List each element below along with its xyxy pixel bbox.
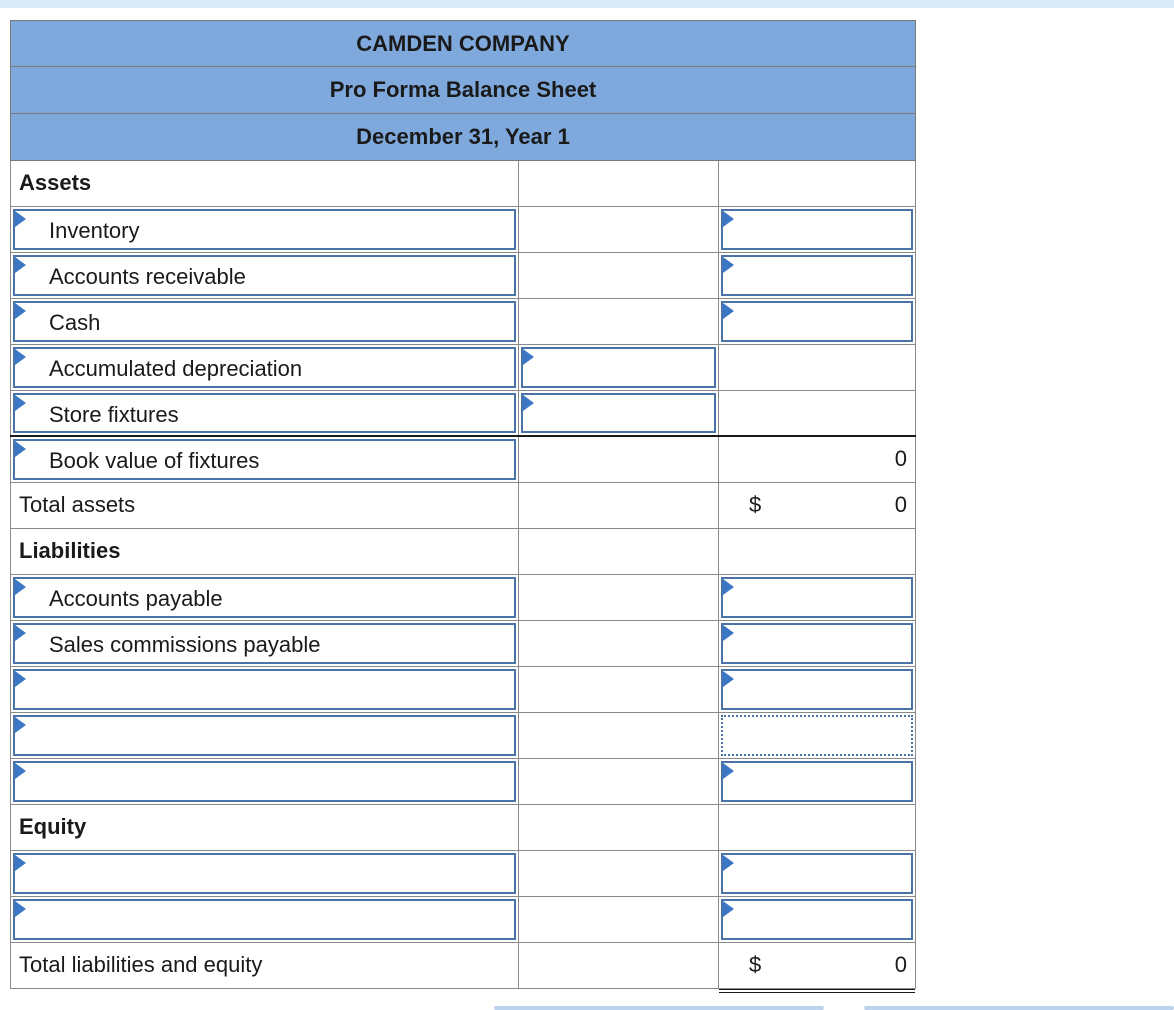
cash-amount-input[interactable] bbox=[721, 301, 913, 342]
sales-commissions-label-select[interactable]: Sales commissions payable bbox=[13, 623, 516, 664]
sales-commissions-amount-input[interactable] bbox=[721, 623, 913, 664]
statement-date: December 31, Year 1 bbox=[10, 113, 916, 161]
accumulated-depreciation-row bbox=[10, 345, 916, 391]
liability-blank-row bbox=[10, 667, 916, 713]
liability-blank-row bbox=[10, 759, 916, 805]
total-assets-row bbox=[10, 483, 916, 529]
store-fixtures-row bbox=[10, 391, 916, 437]
liability-amount-input[interactable] bbox=[721, 669, 913, 710]
total-liabilities-equity-label: Total liabilities and equity bbox=[19, 952, 263, 977]
dropdown-marker-icon bbox=[723, 211, 734, 227]
liability-label-select[interactable] bbox=[13, 761, 516, 802]
liabilities-header-row bbox=[10, 529, 916, 575]
dropdown-marker-icon bbox=[723, 579, 734, 595]
equity-section-label: Equity bbox=[19, 814, 87, 839]
dropdown-marker-icon bbox=[15, 257, 26, 273]
dropdown-marker-icon bbox=[723, 901, 734, 917]
liabilities-section-label: Liabilities bbox=[19, 538, 121, 563]
equity-amount-input[interactable] bbox=[721, 853, 913, 894]
dropdown-marker-icon bbox=[15, 763, 26, 779]
bottom-control-right bbox=[864, 1006, 1174, 1010]
dropdown-marker-icon bbox=[15, 855, 26, 871]
dropdown-marker-icon bbox=[723, 671, 734, 687]
accounts-receivable-label-select[interactable]: Accounts receivable bbox=[13, 255, 516, 296]
equity-label-select[interactable] bbox=[13, 853, 516, 894]
accounts-receivable-amount-input[interactable] bbox=[721, 255, 913, 296]
book-value-row bbox=[10, 437, 916, 483]
liability-amount-input[interactable] bbox=[721, 761, 913, 802]
equity-blank-row bbox=[10, 851, 916, 897]
dropdown-marker-icon bbox=[15, 211, 26, 227]
dropdown-marker-icon bbox=[15, 717, 26, 733]
total-liabilities-equity-currency: $ bbox=[749, 952, 762, 977]
dropdown-marker-icon bbox=[15, 625, 26, 641]
inventory-amount-input[interactable] bbox=[721, 209, 913, 250]
book-value-amount: 0 bbox=[894, 446, 907, 471]
sales-commissions-payable-row bbox=[10, 621, 916, 667]
liability-amount-input-focused[interactable] bbox=[721, 715, 913, 756]
accounts-payable-amount-input[interactable] bbox=[721, 577, 913, 618]
book-value-label-select[interactable]: Book value of fixtures bbox=[13, 439, 516, 480]
dropdown-marker-icon bbox=[15, 303, 26, 319]
accumulated-depreciation-amount-input[interactable] bbox=[521, 347, 716, 388]
accounts-payable-label-select[interactable]: Accounts payable bbox=[13, 577, 516, 618]
statement-title: Pro Forma Balance Sheet bbox=[10, 66, 916, 113]
top-bar bbox=[0, 0, 1174, 8]
accumulated-depreciation-label-select[interactable]: Accumulated depreciation bbox=[13, 347, 516, 388]
dropdown-marker-icon bbox=[15, 349, 26, 365]
cash-row bbox=[10, 299, 916, 345]
dropdown-marker-icon bbox=[15, 901, 26, 917]
equity-header-row bbox=[10, 805, 916, 851]
dropdown-marker-icon bbox=[523, 349, 534, 365]
total-liabilities-equity-amount: 0 bbox=[894, 952, 907, 977]
dropdown-marker-icon bbox=[15, 441, 26, 457]
liability-blank-row bbox=[10, 713, 916, 759]
accounts-receivable-row bbox=[10, 253, 916, 299]
dropdown-marker-icon bbox=[723, 257, 734, 273]
equity-blank-row bbox=[10, 897, 916, 943]
liability-label-select[interactable] bbox=[13, 715, 516, 756]
total-liabilities-equity-row bbox=[10, 943, 916, 989]
balance-sheet bbox=[10, 20, 916, 989]
bottom-control-left bbox=[494, 1006, 824, 1010]
dropdown-marker-icon bbox=[723, 625, 734, 641]
accounts-payable-row bbox=[10, 575, 916, 621]
total-assets-amount: 0 bbox=[894, 492, 907, 517]
dropdown-marker-icon bbox=[15, 671, 26, 687]
dropdown-marker-icon bbox=[15, 395, 26, 411]
dropdown-marker-icon bbox=[723, 763, 734, 779]
dropdown-marker-icon bbox=[523, 395, 534, 411]
inventory-label-select[interactable]: Inventory bbox=[13, 209, 516, 250]
liability-label-select[interactable] bbox=[13, 669, 516, 710]
assets-section-label: Assets bbox=[19, 170, 92, 195]
dropdown-marker-icon bbox=[723, 303, 734, 319]
equity-amount-input[interactable] bbox=[721, 899, 913, 940]
inventory-row bbox=[10, 207, 916, 253]
total-assets-currency: $ bbox=[749, 492, 762, 517]
assets-header-row bbox=[10, 161, 916, 207]
equity-label-select[interactable] bbox=[13, 899, 516, 940]
cash-label-select[interactable]: Cash bbox=[13, 301, 516, 342]
store-fixtures-amount-input[interactable] bbox=[521, 393, 716, 433]
store-fixtures-label-select[interactable]: Store fixtures bbox=[13, 393, 516, 433]
total-assets-label: Total assets bbox=[19, 492, 136, 517]
dropdown-marker-icon bbox=[15, 579, 26, 595]
company-title: CAMDEN COMPANY bbox=[10, 20, 916, 66]
dropdown-marker-icon bbox=[723, 855, 734, 871]
